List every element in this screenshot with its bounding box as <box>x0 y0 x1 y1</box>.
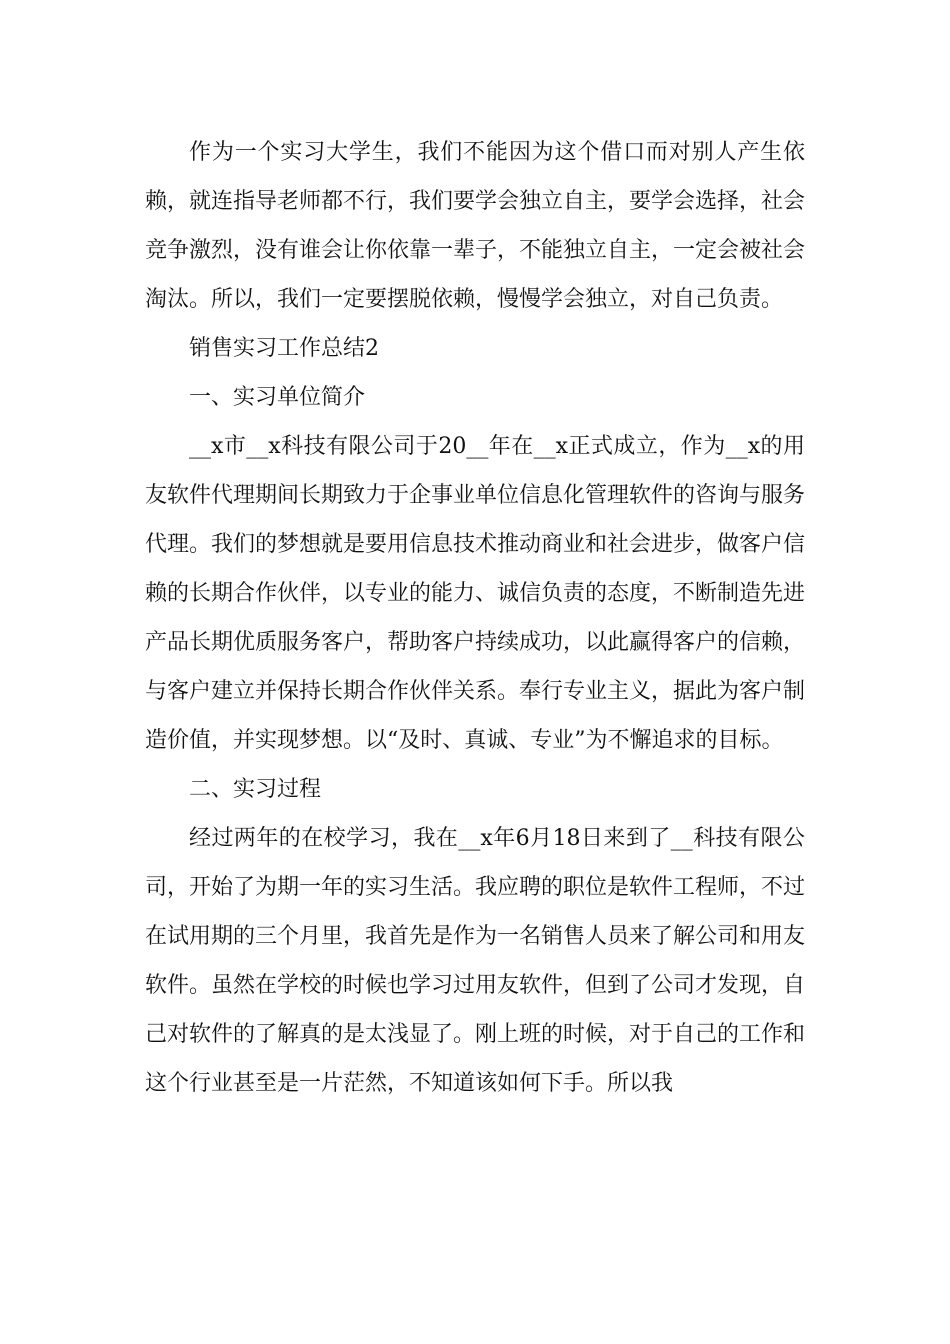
paragraph-independence: 作为一个实习大学生，我们不能因为这个借口而对别人产生依赖，就连指导老师都不行，我们要学会独立自主，要学会选择，社会竞争激烈，没有谁会让你依靠一辈子，不能独立自主，一定会被社会淘汰。所以，我们一定要摆脱依赖，慢慢学会独立，对自己负责。 <box>145 140 806 312</box>
heading-company-intro: 一、实习单位简介 <box>189 385 366 410</box>
paragraph-company-intro: __x市__x科技有限公司于20__年在__x正式成立，作为__x的用友软件代理期间长期致力于企事业单位信息化管理软件的咨询与服务代理。我们的梦想就是要用信息技术推动商业和社会进步，做客户信赖的长期合作伙伴，以专业的能力、诚信负责的态度，不断制造先进产品长期优质服务客户，帮助客户持续成功，以此赢得客户的信赖，与客户建立并保持长期合作伙伴关系。奉行专业主义，据此为客户制造价值，并实现梦想。以“及时、真诚、专业”为不懈追求的目标。 <box>145 434 806 753</box>
paragraph-internship-process: 经过两年的在校学习，我在__x年6月18日来到了__科技有限公司，开始了为期一年的实习生活。我应聘的职位是软件工程师，不过在试用期的三个月里，我首先是作为一名销售人员来了解公司和用友软件。虽然在学校的时候也学习过用友软件，但到了公司才发现，自己对软件的了解真的是太浅显了。刚上班的时候，对于自己的工作和这个行业甚至是一片茫然，不知道该如何下手。所以我 <box>145 826 806 1096</box>
document-body <box>145 128 805 1108</box>
heading-internship-process: 二、实习过程 <box>189 777 322 802</box>
section-title-summary-2: 销售实习工作总结2 <box>189 336 379 361</box>
